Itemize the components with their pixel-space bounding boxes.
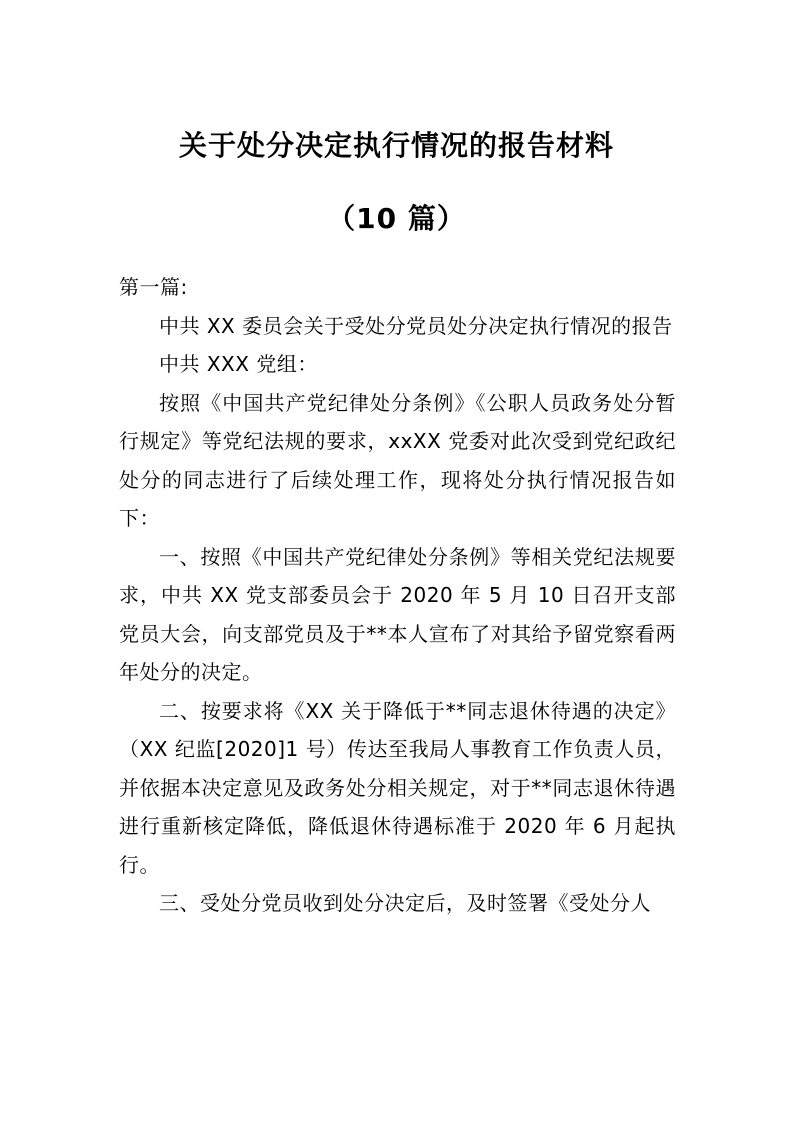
salutation: 中共 XXX 党组：: [159, 352, 318, 376]
report-title: 中共 XX 委员会关于受处分党员处分决定执行情况的报告: [159, 313, 673, 338]
document-title: 关于处分决定执行情况的报告材料: [178, 129, 614, 162]
section-label: 第一篇:: [119, 275, 188, 299]
paragraph: 按照《中国共产党纪律处分条例》《公职人员政务处分暂行规定》等党纪法规的要求，xxXX 党委对此次受到党纪政纪处分的同志进行了后续处理工作，现将处分执行情况报告如下：: [119, 390, 676, 530]
paragraph: 一、按照《中国共产党纪律处分条例》等相关党纪法规要求，中共 XX 党支部委员会于 2020 年 5 月 10 日召开支部党员大会，向支部党员及于**本人宣布了对其给予留党察看两年处分的决定。: [119, 544, 676, 684]
paragraph: 二、按要求将《XX 关于降低于**同志退休待遇的决定》（XX 纪监[2020]1 号）传达至我局人事教育工作负责人员，并依据本决定意见及政务处分相关规定，对于**同志退休待遇进行重新核定降低，降低退休待遇标准于 2020 年 6 月起执行。: [119, 698, 676, 877]
document-subtitle: （10 篇）: [327, 202, 466, 235]
paragraph: 三、受处分党员收到处分决定后，及时签署《受处分人: [159, 891, 651, 915]
document-body: [119, 268, 676, 923]
